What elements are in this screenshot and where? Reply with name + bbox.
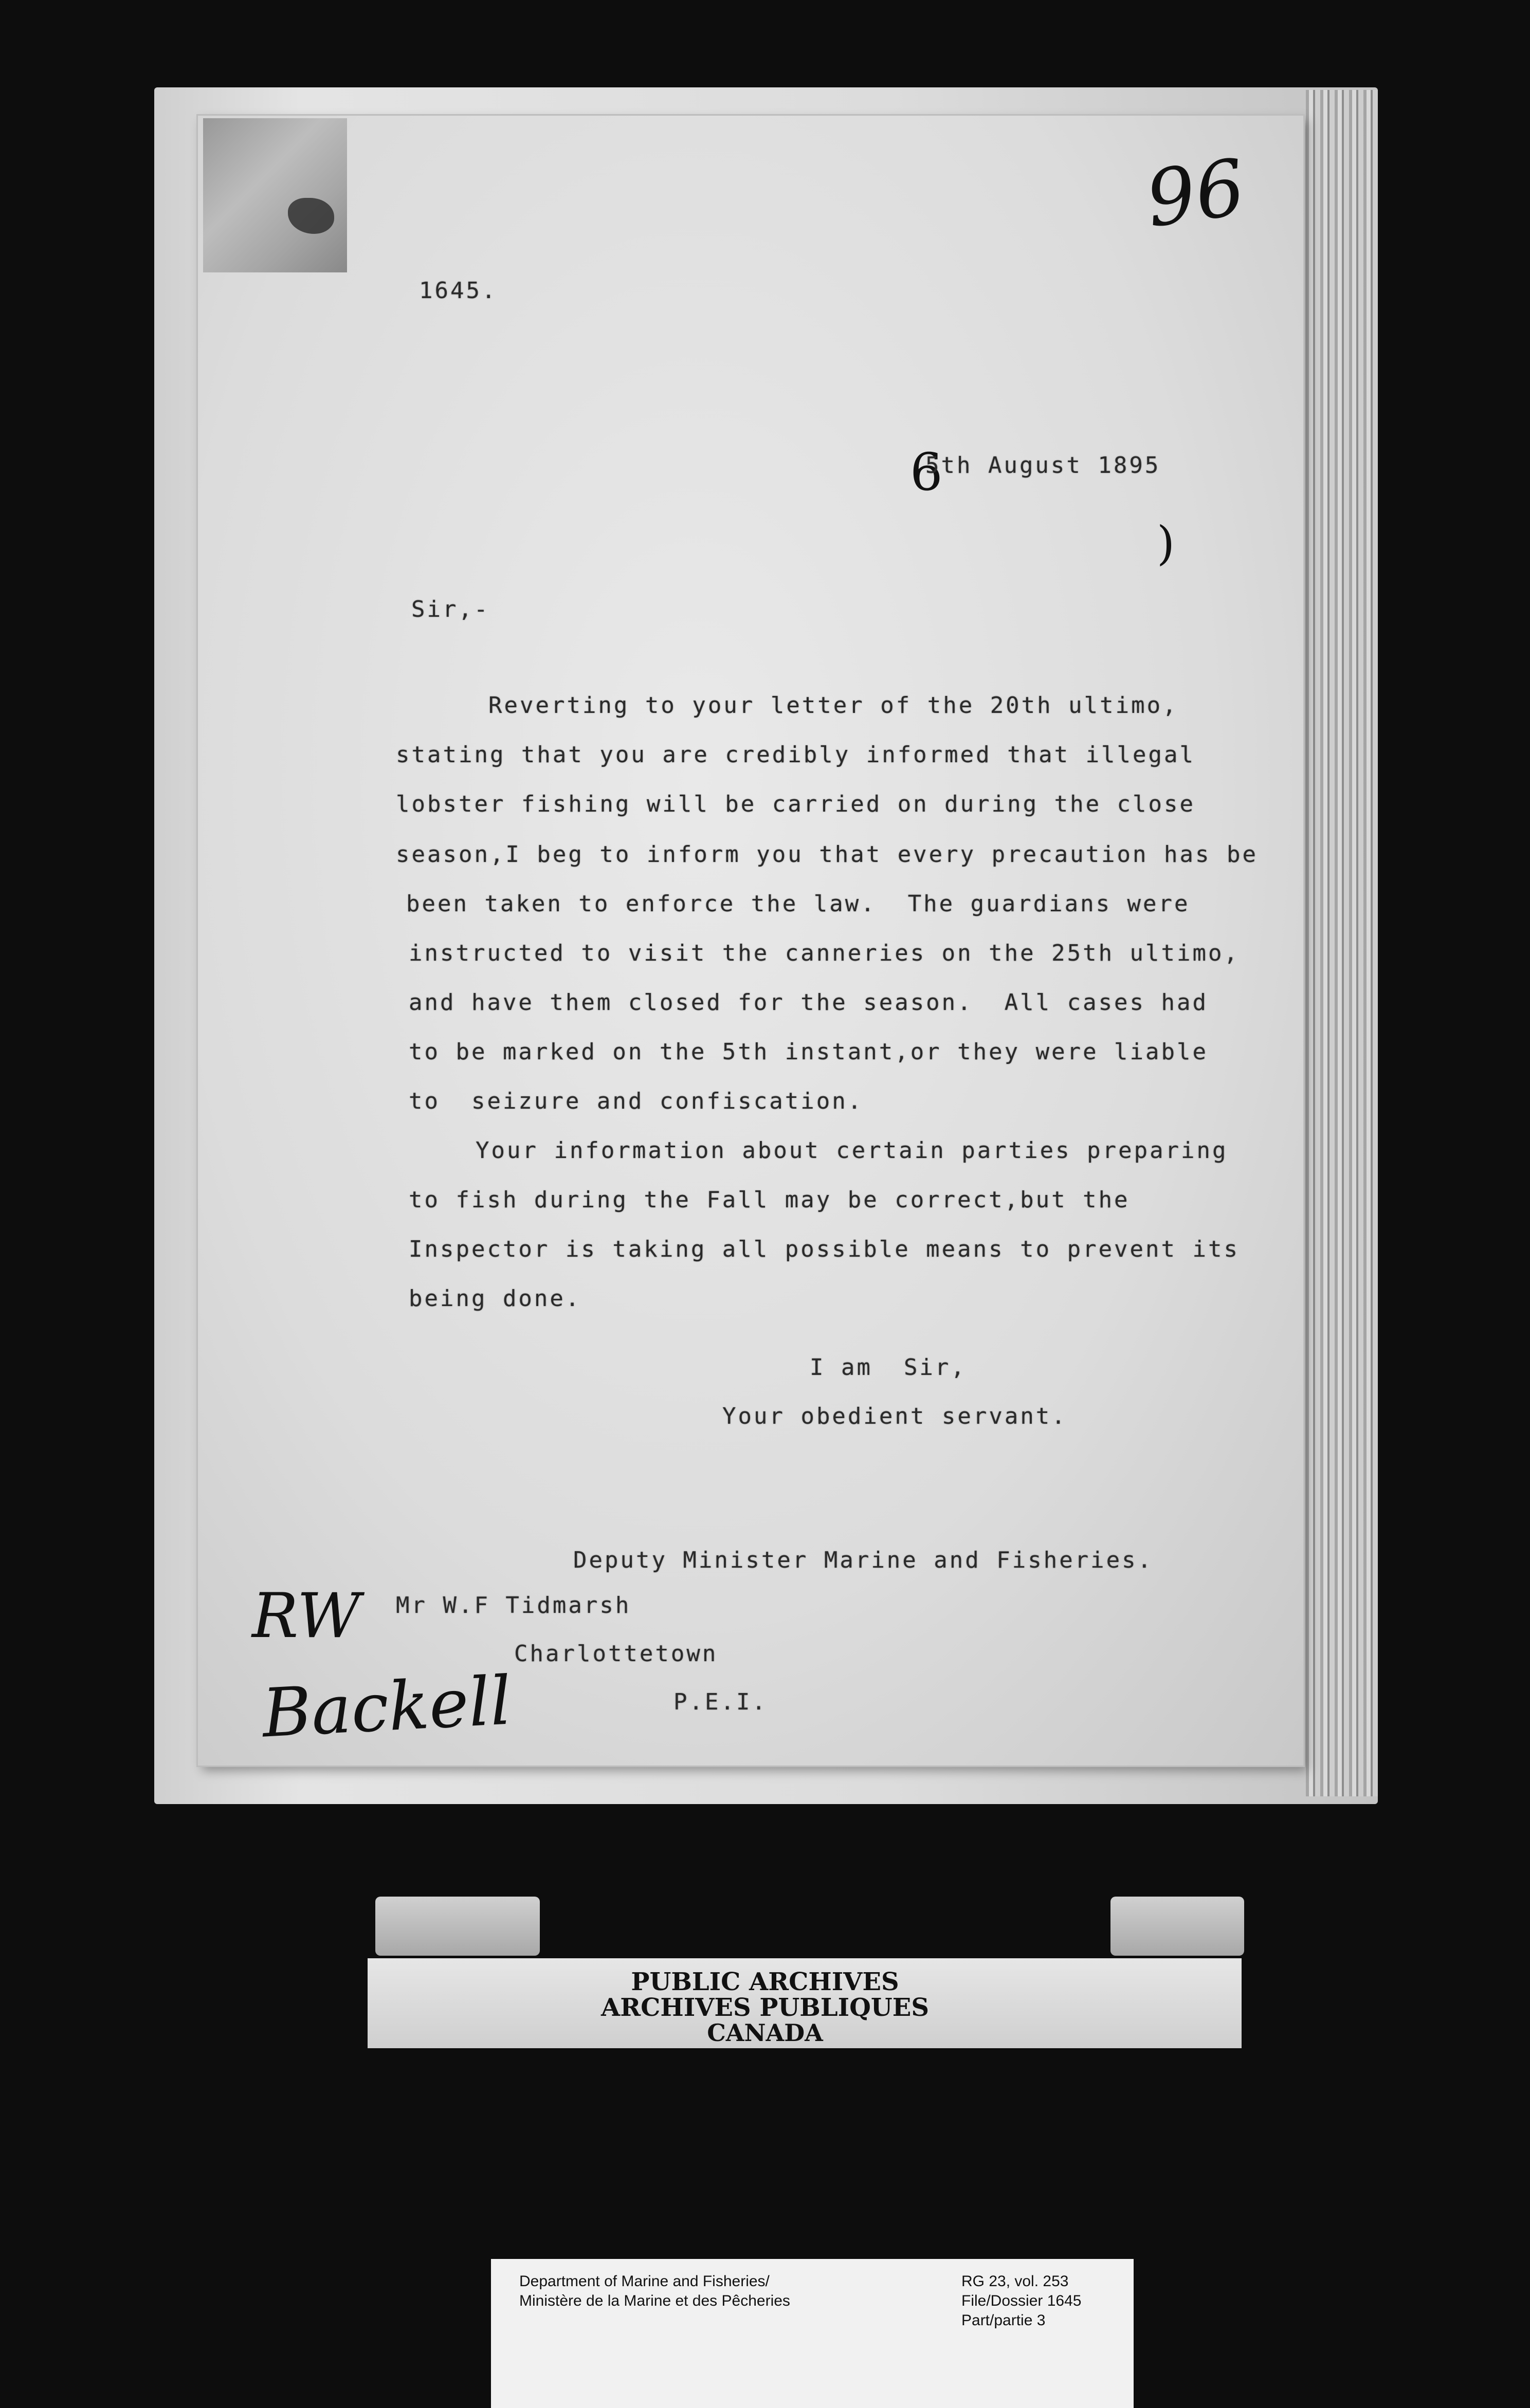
- recipient-province: P.E.I.: [673, 1689, 768, 1715]
- record-group: RG 23, vol. 253: [961, 2273, 1069, 2290]
- file-reference: File/Dossier 1645: [961, 2292, 1082, 2309]
- page-stack-edge: [1306, 90, 1378, 1796]
- greeting: Sir,-: [411, 596, 490, 622]
- date-correction: 6: [910, 442, 943, 502]
- archive-reference: [961, 2272, 1081, 2330]
- body-line: Reverting to your letter of the 20th ultimo,: [488, 692, 1178, 719]
- body-line: stating that you are credibly informed that illegal: [396, 742, 1196, 768]
- recipient-name: Mr W.F Tidmarsh: [396, 1592, 631, 1619]
- closing-line: I am Sir,: [810, 1354, 967, 1381]
- label-holder-right: [1110, 1897, 1244, 1956]
- handwritten-signature: Backell: [260, 1661, 514, 1753]
- closing-line: Your obedient servant.: [722, 1403, 1067, 1429]
- body-line: lobster fishing will be carried on during the close: [396, 791, 1196, 817]
- file-number: 1645.: [419, 278, 498, 304]
- label-holder-left: [375, 1897, 540, 1956]
- recipient-city: Charlottetown: [514, 1641, 718, 1667]
- handwritten-initials: RW: [252, 1580, 361, 1652]
- pencil-tick: ): [1157, 517, 1175, 571]
- body-line: to be marked on the 5th instant,or they were liable: [409, 1039, 1209, 1065]
- letter-date: 5th August 1895: [925, 452, 1161, 479]
- signature-title: Deputy Minister Marine and Fisheries.: [573, 1547, 1154, 1573]
- stamp-line-1: PUBLIC ARCHIVES: [631, 1968, 899, 1996]
- body-line: instructed to visit the canneries on the 25th ultimo,: [409, 940, 1240, 966]
- handwritten-page-number: 96: [1140, 142, 1251, 245]
- body-line: season,I beg to inform you that every precaution has be: [396, 841, 1258, 868]
- stamp-line-3: CANADA: [707, 2019, 823, 2047]
- body-line: being done.: [409, 1285, 581, 1312]
- archive-department: [519, 2272, 790, 2311]
- part-reference: Part/partie 3: [961, 2312, 1046, 2329]
- body-line: Inspector is taking all possible means to prevent its: [409, 1236, 1240, 1262]
- body-line: Your information about certain parties preparing: [476, 1137, 1228, 1164]
- body-line: and have them closed for the season. All cases had: [409, 989, 1209, 1016]
- body-line: to seizure and confiscation.: [409, 1088, 864, 1114]
- department-french: Ministère de la Marine et des Pêcheries: [519, 2292, 790, 2309]
- tape-patch: [203, 118, 347, 272]
- stamp-line-2: ARCHIVES PUBLIQUES: [601, 1993, 929, 2022]
- body-line: to fish during the Fall may be correct,but the: [409, 1187, 1130, 1213]
- body-line: been taken to enforce the law. The guardians were: [406, 891, 1190, 917]
- department-english: Department of Marine and Fisheries/: [519, 2273, 770, 2290]
